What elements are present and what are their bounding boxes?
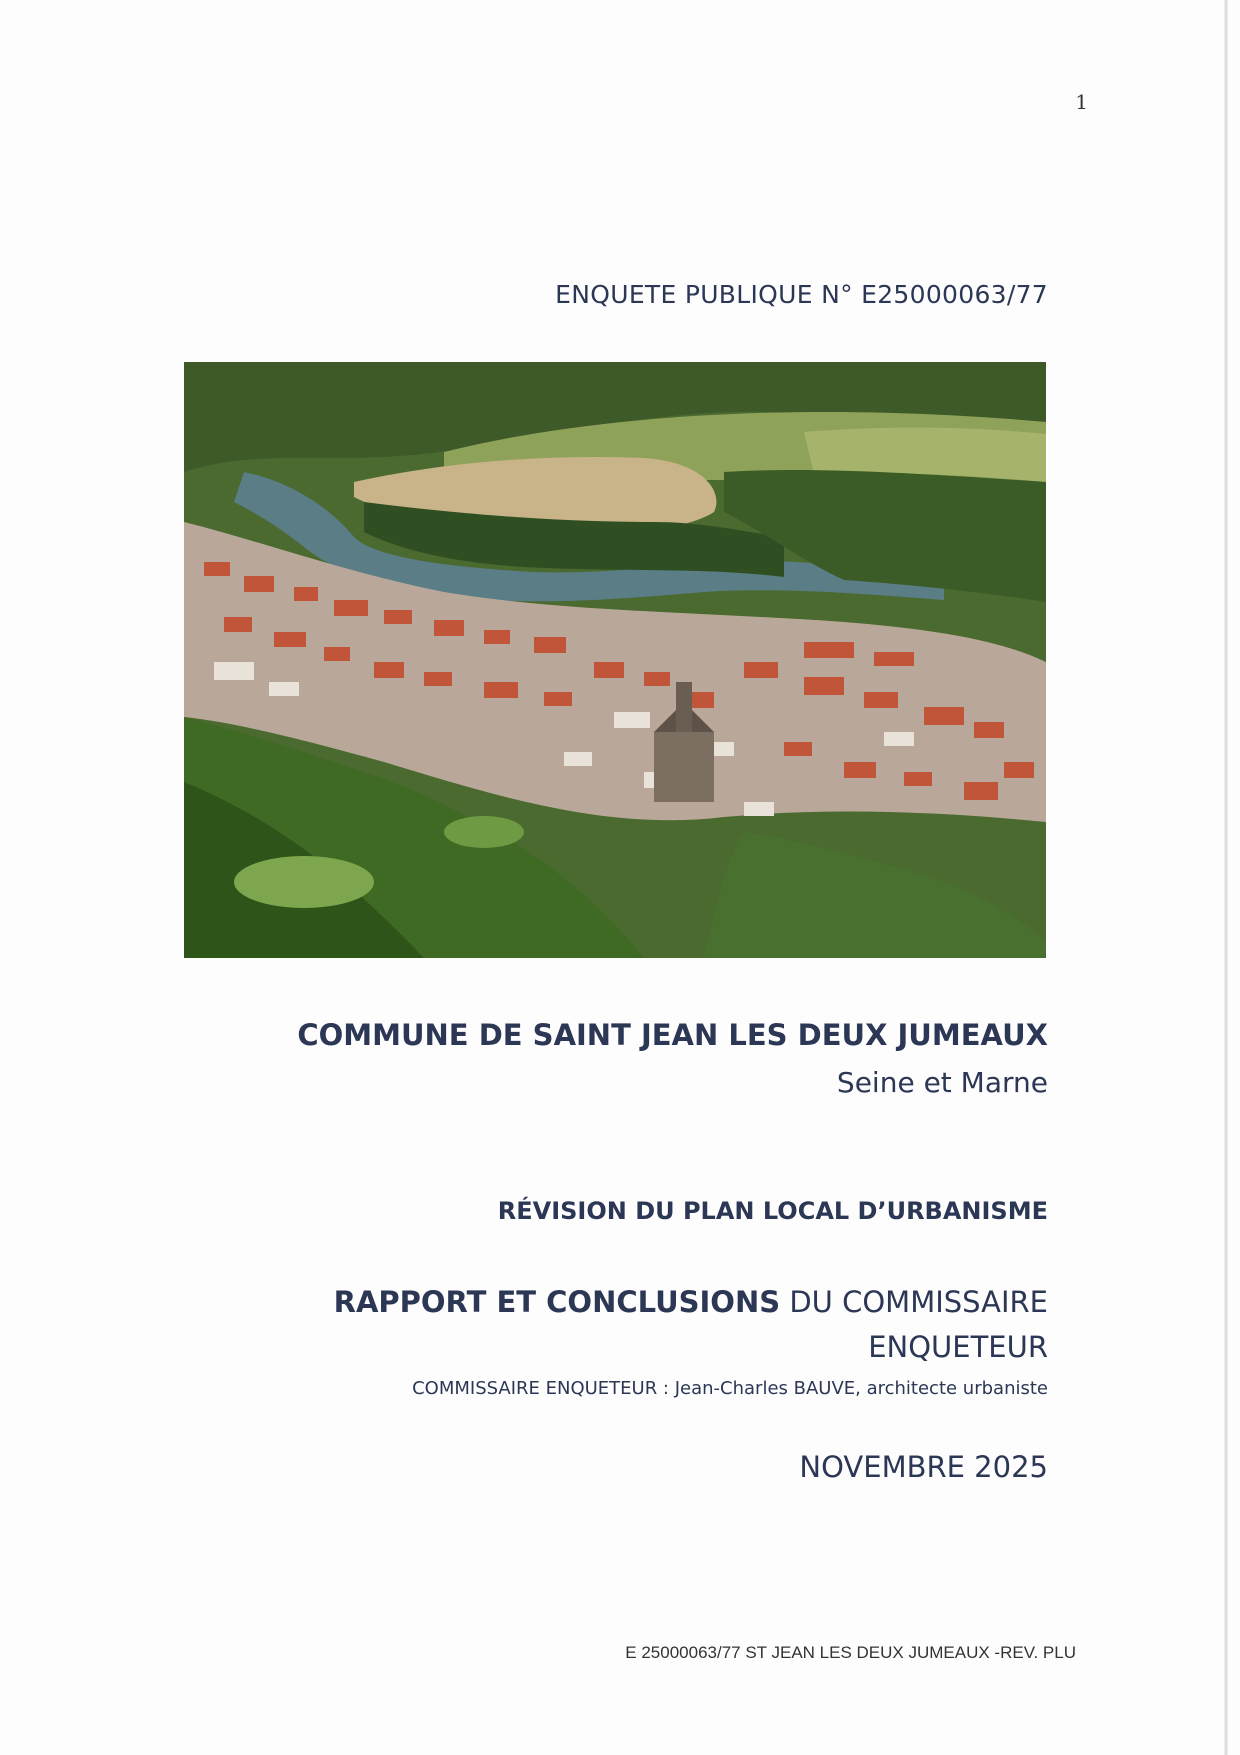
commissioner-name: COMMISSAIRE ENQUETEUR : Jean-Charles BAUVE, architecte urbaniste xyxy=(412,1378,1048,1399)
commune-title: COMMUNE DE SAINT JEAN LES DEUX JUMEAUX xyxy=(297,1018,1048,1052)
commune-department: Seine et Marne xyxy=(836,1066,1048,1099)
report-title-rest: DU COMMISSAIRE xyxy=(780,1285,1048,1319)
aerial-photo-village xyxy=(184,362,1046,958)
page-number: 1 xyxy=(1075,90,1088,114)
report-title-line2: ENQUETEUR xyxy=(868,1330,1048,1364)
aerial-photo-illustration xyxy=(184,362,1046,958)
report-title xyxy=(334,1285,1048,1319)
scan-edge xyxy=(1224,0,1228,1755)
footer-reference: E 25000063/77 ST JEAN LES DEUX JUMEAUX -REV. PLU xyxy=(625,1643,1076,1662)
document-date: NOVEMBRE 2025 xyxy=(799,1450,1048,1484)
report-title-bold: RAPPORT ET CONCLUSIONS xyxy=(333,1285,781,1319)
survey-reference: ENQUETE PUBLIQUE N° E25000063/77 xyxy=(555,280,1048,309)
revision-title: RÉVISION DU PLAN LOCAL D’URBANISME xyxy=(497,1197,1048,1225)
